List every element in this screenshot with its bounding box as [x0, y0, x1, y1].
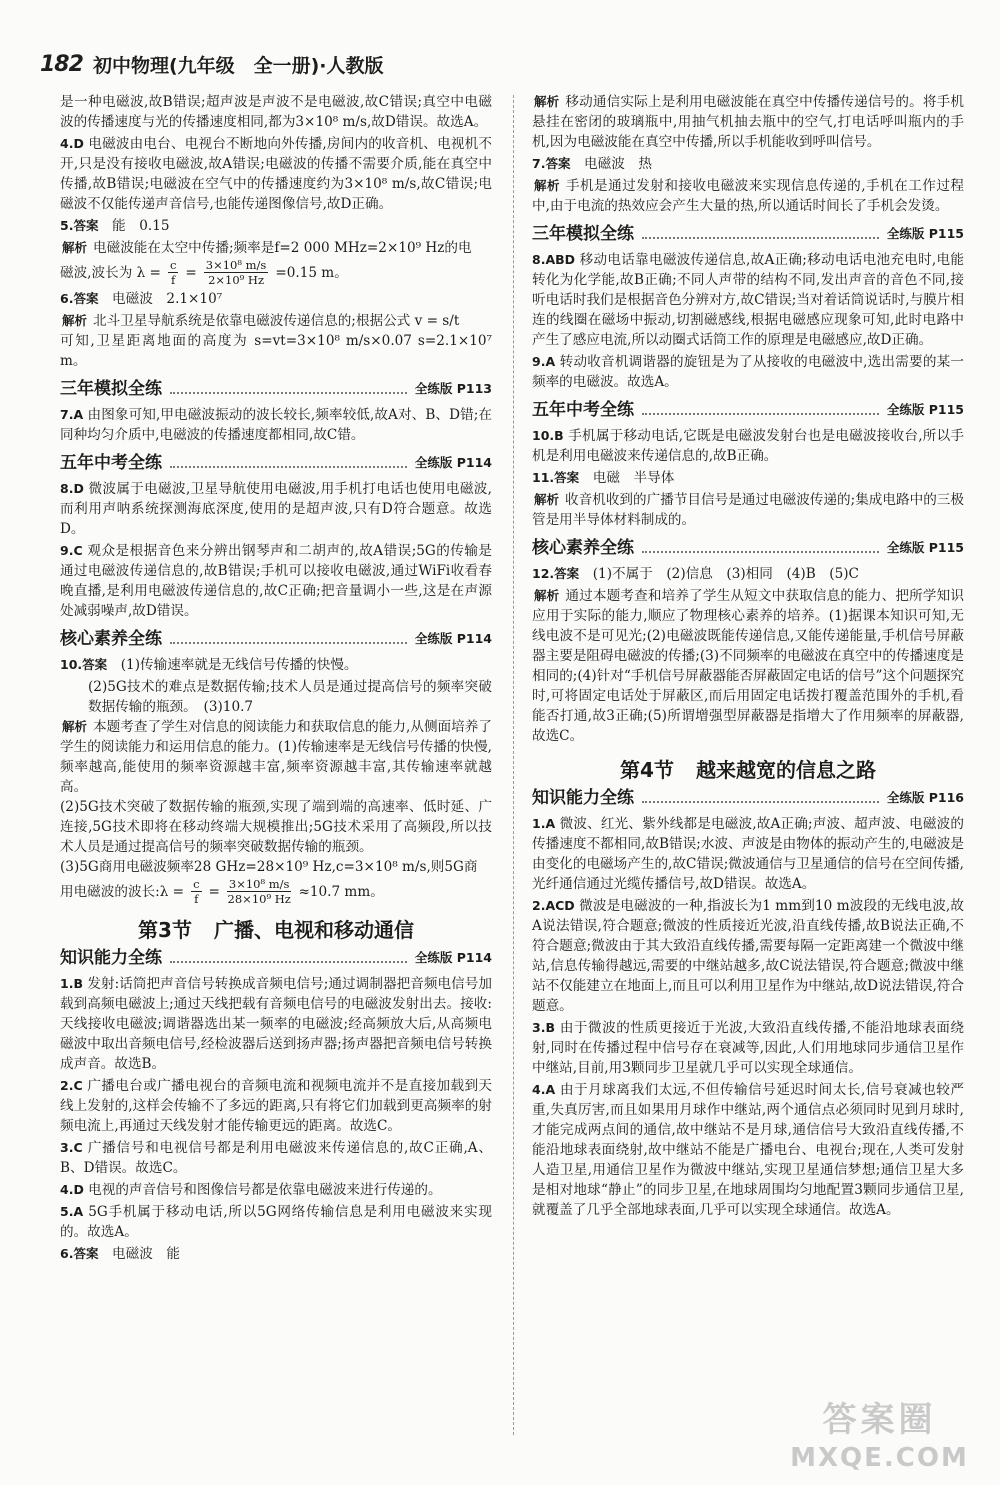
answer-item: 6.答案 电磁波 2.1×10⁷ [60, 291, 223, 307]
answer-item: 4.D 电磁波由电台、电视台不断地向外传播,房间内的收音机、电视机不开,只是没有接收电磁波,故A错误;电磁波的传播不需要介质,能在真空中传播,故B错误;电磁波在空气中的传播速度约为3×10⁸ m/s,故C错误;电磁波不仅能传递声音信号,也能传递图像信号,故D正确。 [60, 136, 492, 212]
fraction: $\frac{\text{3×10⁸ m/s}}{\text{2×10⁹ Hz}}$ [205, 258, 267, 287]
answer-item: 5.答案 能 0.15 [60, 218, 170, 234]
answer-item: 3.B 由于微波的性质更接近于光波,大致沿直线传播,不能沿地球表面绕射,同时在传播过程中信号存在衰减等,因此,人们用地球同步通信卫星作中继站,目前,用3颗同步卫星就几乎可以实现全球通信。 [532, 1020, 965, 1076]
explanation: 解析 移动通信实际上是利用电磁波能在真空中传播传递信号的。将手机悬挂在密闭的玻璃瓶中,用抽气机抽去瓶中的空气,打电话呼叫瓶内的手机,因为电磁波能在真空中传播,所以手机能收到呼叫信号。 [532, 94, 964, 150]
explanation-cont: 可知,卫星距离地面的高度为 s=vt=3×10⁸ m/s×0.07 s=2.1×10⁷ m。 [60, 333, 492, 369]
answer-item: 12.答案 (1)不属于 (2)信息 (3)相同 (4)B (5)C [532, 566, 859, 582]
section-heading: 三年模拟全练 全练版 P115 [532, 224, 964, 244]
explanation: 解析 北斗卫星导航系统是依靠电磁波传递信息的;根据公式 v = s/t [62, 313, 460, 329]
chapter-title: 第4节 越来越宽的信息之路 [620, 758, 876, 782]
explanation-cont: (3)5G商用电磁波频率28 GHz=28×10⁹ Hz,c=3×10⁸ m/s,则5G商 [60, 859, 478, 875]
section-heading: 核心素养全练 全练版 P114 [60, 629, 492, 649]
answer-item: 8.ABD 移动电话靠电磁波传递信息,故A正确;移动电话电池充电时,电能转化为化学能,故B正确;不同人声带的结构不同,发出声音的音色不同,接听电话时我们是根据音色分辨对方,故C错误;当对着话筒说话时,与膜片相连的线圈在磁场中振动,切割磁感线,根据电磁感应现象可知,此时电路中产生了感应电流,所以动圈式话筒工作的原理是电磁感应,故D正确。 [532, 252, 964, 348]
answer-item: 7.A 由图象可知,甲电磁波振动的波长较长,频率较低,故A对、B、D错;在同种均匀介质中,电磁波的传播速度都相同,故C错。 [60, 407, 493, 443]
answer-item: 4.A 由于月球离我们太远,不但传输信号延迟时间太长,信号衰减也较严重,失真厉害,而且如果用月球作中继站,两个通信点必须同时见到月球时,才能完成两点间的通信,故中继站不是月球,通信信号大致沿直线传播,不能沿地球表面绕射,故中继站不能是广播电台、电视台;现在,人类可发射人造卫星,用通信卫星作为微波中继站,实现卫星通信梦想;通信卫星大多是相对地球“静止”的同步卫星,在地球周围均匀地配置3颗同步通信卫星,就覆盖了几乎全部地球表面,几乎可以实现全球通信。故选A。 [532, 1082, 965, 1218]
answer-item: 10.答案 (1)传输速率就是无线信号传播的快慢。 [60, 657, 358, 673]
page-header [40, 44, 960, 84]
book-title: 初中物理(九年级 全一册)·人教版 [92, 54, 384, 77]
fraction: $\frac{c}{f}$ [193, 877, 200, 906]
explanation-cont: (2)5G技术突破了数据传输的瓶颈,实现了端到端的高速率、低时延、广连接,5G技术即将在移动终端大规模推出;5G技术采用了高频段,所以技术人员是通过提高信号的频率突破数据传输的瓶颈。 [60, 799, 492, 855]
answer-item: 2.C 广播电台或广播电视台的音频电流和视频电流并不是直接加载到天线上发射的,这样会传输不了多远的距离,只有将它们加载到更高频率的射频电流上,再通过天线发射才能传输更远的距离。故选C。 [60, 1078, 492, 1134]
answer-item: 6.答案 电磁波 能 [60, 1246, 181, 1262]
answer-item: 1.B 发射:话筒把声音信号转换成音频电信号;通过调制器把音频电信号加载到高频电磁波上;通过天线把载有音频电信号的电磁波发射出去。接收:天线接收电磁波;调谐器选出某一频率的电磁波;经高频放大后,从高频电磁波中取出音频电信号,经检波器后送到扬声器;扬声器把音频电信号转换成声音。故选B。 [60, 976, 492, 1072]
section-heading: 知识能力全练 全练版 P114 [60, 948, 492, 968]
formula: 用电磁波的波长:λ = $\frac{c}{f}$ = $\frac{\text{3×10⁸ m/s}}{\text{28×10⁹ Hz}}$ ≈10.7 mm。 [60, 877, 384, 906]
section-heading: 核心素养全练 全练版 P115 [532, 538, 964, 558]
answer-cont: (2)5G技术的难点是数据传输;技术人员是通过提高信号的频率突破数据传输的瓶颈。 (3)10.7 [88, 679, 492, 715]
right-column [532, 92, 964, 1222]
answer-item: 5.A 5G手机属于移动电话,所以5G网络传输信息是利用电磁波来实现的。故选A。 [60, 1204, 492, 1240]
answer-item: 9.C 观众是根据音色来分辨出钢琴声和二胡声的,故A错误;5G的传输是通过电磁波传递信息的,故B错误;手机可以接收电磁波,通过WiFi收看春晚直播,是利用电磁波传递信息的,故C正确;把音量调小一些,这是在声源处减弱噪声,故D错误。 [60, 543, 492, 619]
column-divider [513, 95, 514, 1435]
left-column [60, 92, 492, 1266]
paragraph: 是一种电磁波,故B错误;超声波是声波不是电磁波,故C错误;真空中电磁波的传播速度与光的传播速度相同,都为3×10⁸ m/s,故D错误。故选A。 [60, 94, 492, 130]
explanation: 解析 手机是通过发射和接收电磁波来实现信息传递的,手机在工作过程中,由于电流的热效应会产生大量的热,所以通话时间长了手机会发烫。 [532, 178, 964, 214]
section-heading: 五年中考全练 全练版 P115 [532, 400, 964, 420]
watermark: 答案圈 MXQE.COM [790, 1400, 969, 1473]
section-heading: 三年模拟全练 全练版 P113 [60, 379, 492, 399]
answer-item: 4.D 电视的声音信号和图像信号都是依靠电磁波来进行传递的。 [60, 1182, 442, 1198]
chapter-title: 第3节 广播、电视和移动通信 [138, 918, 414, 942]
answer-item: 3.C 广播信号和电视信号都是利用电磁波来传递信息的,故C正确,A、B、D错误。故选C。 [60, 1140, 492, 1176]
explanation: 解析 电磁波能在太空中传播;频率是f=2 000 MHz=2×10⁹ Hz的电 [62, 240, 472, 256]
answer-item: 9.A 转动收音机调谐器的旋钮是为了从接收的电磁波中,选出需要的某一频率的电磁波。故选A。 [532, 354, 964, 390]
formula: 磁波,波长为 λ = $\frac{c}{f}$ = $\frac{\text{3×10⁸ m/s}}{\text{2×10⁹ Hz}}$ =0.15 m。 [60, 258, 348, 287]
answer-item: 8.D 微波属于电磁波,卫星导航使用电磁波,用手机打电话也使用电磁波,而利用声呐系统探测海底深度,使用的是超声波,只有D符合题意。故选D。 [60, 481, 492, 537]
fraction: $\frac{c}{f}$ [169, 258, 177, 287]
explanation: 解析 收音机收到的广播节目信号是通过电磁波传递的;集成电路中的三极管是用半导体材料制成的。 [532, 492, 964, 528]
section-heading: 知识能力全练 全练版 P116 [532, 788, 964, 808]
answer-item: 7.答案 电磁波 热 [532, 156, 653, 172]
answer-item: 1.A 微波、红光、紫外线都是电磁波,故A正确;声波、超声波、电磁波的传播速度不都相同,故B错误;水波、声波是由物体的振动产生的,电磁波是由变化的电磁场产生的,故C错误;微波通信与卫星通信的信号在空间传播,光纤通信通过光缆传播信号,故D错误。故选A。 [532, 816, 965, 892]
explanation: 解析 通过本题考查和培养了学生从短文中获取信息的能力、把所学知识应用于实际的能力,顺应了物理核心素养的培养。(1)据课本知识可知,无线电波不是可见光;(2)电磁波既能传递信息,又能传递能量,手机信号屏蔽器主要是阻碍电磁波的传播;(3)不同频率的电磁波在真空中的传播速度是相同的;(4)针对“手机信号屏蔽器能否屏蔽固定电话的信号”这个问题探究时,可将固定电话处于屏蔽区,而后用固定电话拨打覆盖范围外的手机,看能否打通,故3正确;(5)所谓增强型屏蔽器是指增大了作用频率的屏蔽器,故选C。 [532, 588, 964, 744]
answer-item: 2.ACD 微波是电磁波的一种,指波长为1 mm到10 m波段的无线电波,故A说法错误,符合题意;微波的性质接近光波,沿直线传播,故B说法正确,不符合题意;微波由于其大致沿直线传播,需要每隔一定距离建一个微波中继站,信息传输得越远,需要的中继站越多,故C说法错误,符合题意;微波中继站不仅能建立在地面上,而且可以利用卫星作为中继站,故D说法错误,符合题意。 [532, 898, 964, 1014]
page-number: 182 [40, 51, 83, 77]
section-heading: 五年中考全练 全练版 P114 [60, 453, 492, 473]
answer-item: 10.B 手机属于移动电话,它既是电磁波发射台也是电磁波接收台,所以手机是利用电磁波来传递信息的,故B正确。 [532, 428, 964, 464]
explanation: 解析 本题考查了学生对信息的阅读能力和获取信息的能力,从侧面培养了学生的阅读能力和运用信息的能力。(1)传输速率是无线信号传播的快慢,频率越高,能使用的频率资源越丰富,频率资源越丰富,其传输速率就越高。 [60, 719, 492, 795]
fraction: $\frac{\text{3×10⁸ m/s}}{\text{28×10⁹ Hz}}$ [227, 877, 291, 906]
answer-item: 11.答案 电磁 半导体 [532, 470, 675, 486]
